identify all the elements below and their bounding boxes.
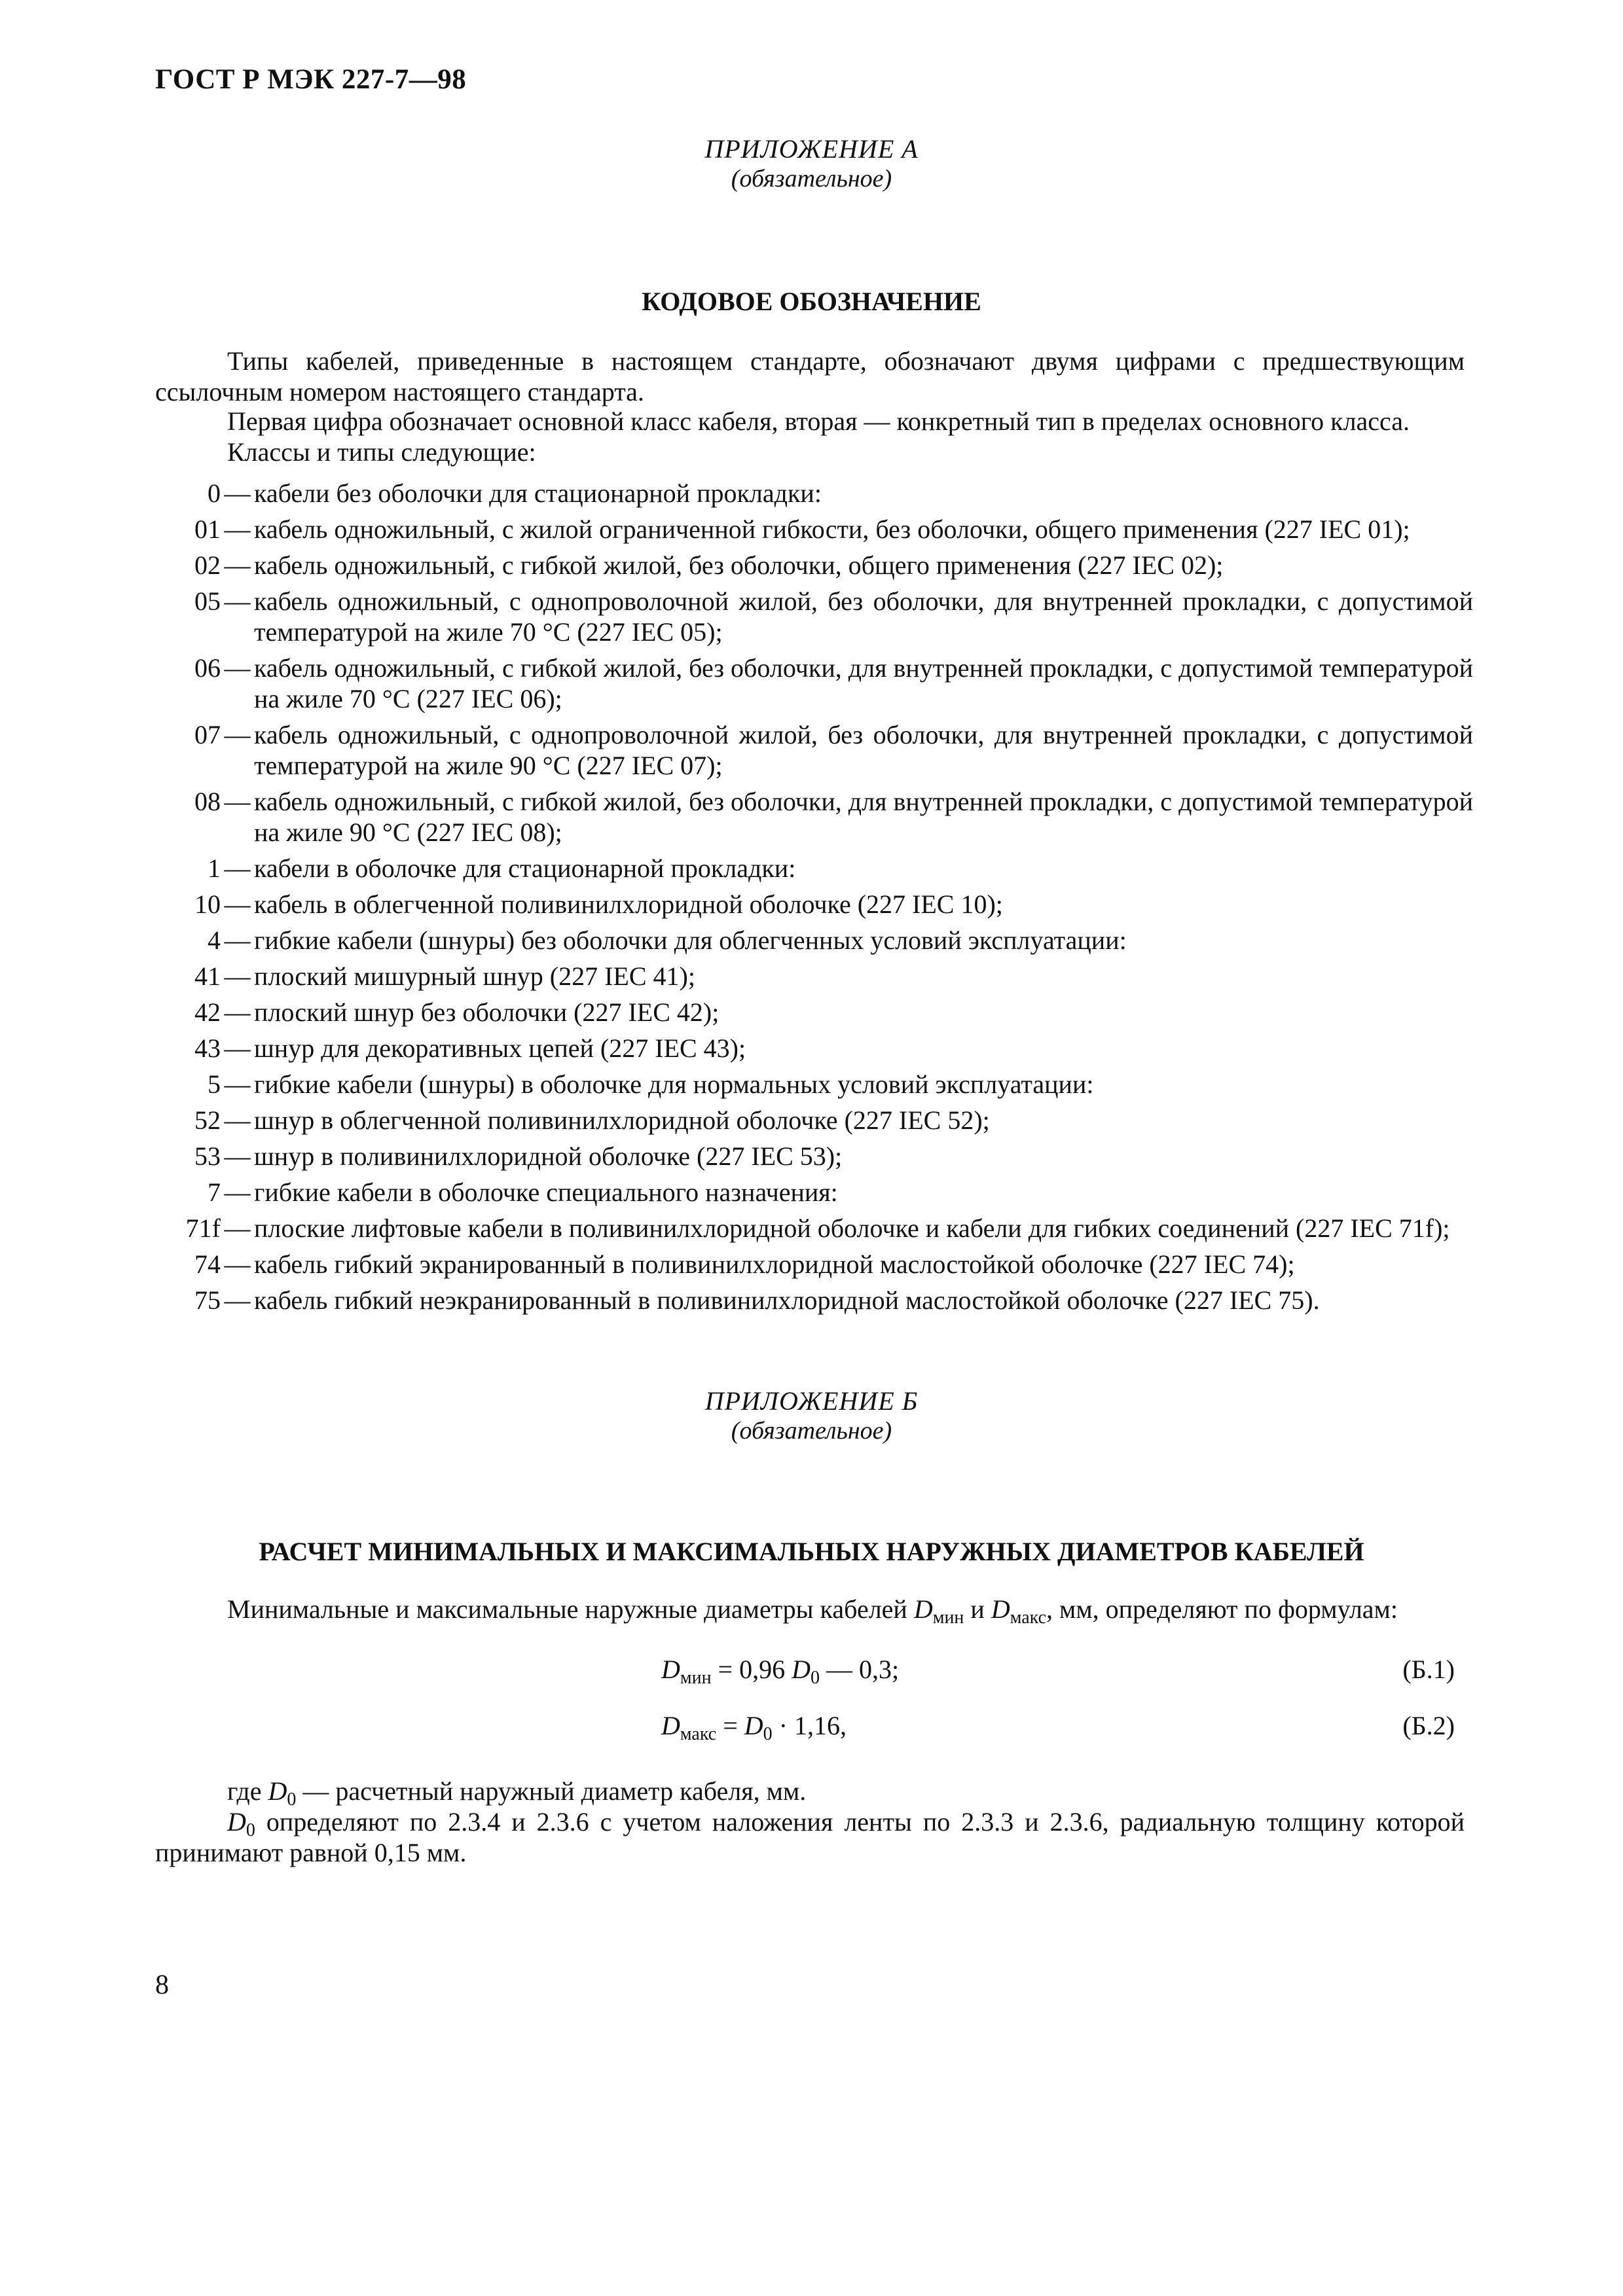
appendix-b-intro: Минимальные и максимальные наружные диаметры кабелей $D_{мин}$ и $D_{макс}$, мм, определяют по формулам:	[227, 1594, 1398, 1628]
list-item-dash: —	[224, 1141, 251, 1171]
list-item-text: гибкие кабели в оболочке специального назначения:	[254, 1177, 838, 1207]
list-item-text: гибкие кабели (шнуры) в оболочке для нормальных условий эксплуатации:	[254, 1069, 1094, 1099]
list-item-text: кабель гибкий неэкранированный в поливинилхлоридной маслостойкой оболочке (227 IEC 75).	[254, 1285, 1320, 1315]
standard-header: ГОСТ Р МЭК 227-7—98	[155, 64, 467, 95]
list-item-text: кабели в оболочке для стационарной прокладки:	[254, 853, 796, 883]
list-item-text: кабель одножильный, с гибкой жилой, без оболочки, общего применения (227 IEC 02);	[254, 550, 1224, 580]
list-item-code: 08	[194, 787, 221, 816]
list-item-dash: —	[224, 925, 251, 955]
list-item	[144, 1141, 1473, 1172]
list-item-code: 71f	[185, 1213, 221, 1243]
list-item-text: плоские лифтовые кабели в поливинилхлоридной оболочке и кабели для гибких соединений (227 IEC 71f);	[254, 1213, 1450, 1243]
list-item-code: 5	[208, 1069, 221, 1099]
list-item-code: 4	[208, 925, 221, 955]
list-item-text: кабель одножильный, с гибкой жилой, без оболочки, для внутренней прокладки, с допустимой температурой на жиле 90 °С (227 IEC 08);	[254, 787, 1473, 847]
list-item-code: 74	[194, 1249, 221, 1279]
list-item-dash: —	[224, 514, 251, 544]
list-item-text: плоский мишурный шнур (227 IEC 41);	[254, 961, 695, 991]
list-item-text: кабель одножильный, с жилой ограниченной гибкости, без оболочки, общего применения (227 IEC 01);	[254, 514, 1410, 544]
list-item	[144, 1249, 1473, 1280]
list-item-code: 42	[194, 997, 221, 1027]
list-item-code: 53	[194, 1141, 221, 1171]
list-item-text: гибкие кабели (шнуры) без оболочки для облегченных условий эксплуатации:	[254, 925, 1127, 955]
list-item-text: кабель одножильный, с однопроволочной жилой, без оболочки, для внутренней прокладки, с допустимой температурой на жиле 70 °С (227 IEC 05);	[254, 586, 1473, 647]
list-item-dash: —	[224, 889, 251, 919]
list-item	[144, 514, 1473, 545]
list-item	[144, 550, 1473, 581]
list-item-dash: —	[224, 1105, 251, 1135]
list-item-dash: —	[224, 478, 251, 508]
list-item	[144, 786, 1473, 848]
list-item-text: кабель одножильный, с однопроволочной жилой, без оболочки, для внутренней прокладки, с допустимой температурой на жиле 90 °С (227 IEC 07);	[254, 720, 1473, 780]
list-item	[144, 653, 1473, 714]
appendix-b-title: ПРИЛОЖЕНИЕ Б	[704, 1386, 919, 1416]
list-item-text: шнур для декоративных цепей (227 IEC 43);	[254, 1033, 746, 1063]
list-item-dash: —	[224, 787, 251, 816]
appendix-a-status: (обязательное)	[731, 165, 892, 192]
list-item-text: шнур в облегченной поливинилхлоридной оболочке (227 IEC 52);	[254, 1105, 990, 1135]
list-item-code: 1	[208, 853, 221, 883]
formula-b1-number: (Б.1)	[1402, 1655, 1455, 1684]
list-item-text: шнур в поливинилхлоридной оболочке (227 IEC 53);	[254, 1141, 843, 1171]
code-list	[144, 478, 1473, 1321]
list-item	[144, 1105, 1473, 1136]
list-item-code: 06	[194, 653, 221, 683]
list-item-text: кабель гибкий экранированный в поливинилхлоридной маслостойкой оболочке (227 IEC 74);	[254, 1249, 1295, 1279]
list-item-code: 52	[194, 1105, 221, 1135]
list-item	[144, 853, 1473, 884]
list-item	[144, 925, 1473, 956]
list-item-text: кабель в облегченной поливинилхлоридной оболочке (227 IEC 10);	[254, 889, 1003, 919]
list-item-code: 02	[194, 550, 221, 580]
list-item-dash: —	[224, 997, 251, 1027]
list-item	[144, 478, 1473, 509]
list-item-code: 43	[194, 1033, 221, 1063]
list-item	[144, 889, 1473, 920]
list-item	[144, 1285, 1473, 1316]
formula-b2-number: (Б.2)	[1402, 1711, 1455, 1740]
list-item	[144, 586, 1473, 647]
list-item-dash: —	[224, 1177, 251, 1207]
appendix-a-para-2: Первая цифра обозначает основной класс кабеля, вторая — конкретный тип в пределах основного класса.	[227, 406, 1410, 436]
list-item-code: 10	[194, 889, 221, 919]
list-item-dash: —	[224, 550, 251, 580]
list-item-dash: —	[224, 720, 251, 749]
list-item-dash: —	[224, 1033, 251, 1063]
list-item	[144, 719, 1473, 781]
list-item-dash: —	[224, 1249, 251, 1279]
list-item-dash: —	[224, 853, 251, 883]
page-number: 8	[155, 1970, 169, 2000]
list-item-text: кабели без оболочки для стационарной прокладки:	[254, 478, 822, 508]
list-item-dash: —	[224, 961, 251, 991]
formula-b1: $D_{мин} = 0,96$ $D_0$ — 0,3; (Б.1)	[661, 1655, 1455, 1688]
appendix-b-last: $D_0$ определяют по 2.3.4 и 2.3.6 с учетом наложения ленты по 2.3.3 и 2.3.6, радиальную толщину которой принимают равной 0,15 мм.	[155, 1807, 1465, 1867]
list-item-text: кабель одножильный, с гибкой жилой, без оболочки, для внутренней прокладки, с допустимой температурой на жиле 70 °С (227 IEC 06);	[254, 653, 1473, 713]
appendix-a-para-3: Классы и типы следующие:	[227, 437, 536, 467]
list-item	[144, 1177, 1473, 1208]
appendix-a-title: ПРИЛОЖЕНИЕ А	[704, 134, 919, 164]
appendix-a-heading: КОДОВОЕ ОБОЗНАЧЕНИЕ	[642, 287, 981, 316]
list-item-code: 7	[208, 1177, 221, 1207]
appendix-b-where: где $D_0$ — расчетный наружный диаметр кабеля, мм.	[227, 1776, 807, 1810]
list-item	[144, 961, 1473, 992]
list-item-text: плоский шнур без оболочки (227 IEC 42);	[254, 997, 720, 1027]
list-item-code: 07	[194, 720, 221, 749]
list-item-code: 0	[208, 478, 221, 508]
list-item-dash: —	[224, 1069, 251, 1099]
list-item	[144, 1069, 1473, 1100]
appendix-b-status: (обязательное)	[731, 1417, 892, 1444]
list-item-dash: —	[224, 586, 251, 616]
list-item-dash: —	[224, 1213, 251, 1243]
list-item	[144, 1033, 1473, 1064]
list-item-dash: —	[224, 653, 251, 683]
list-item	[144, 997, 1473, 1028]
list-item-dash: —	[224, 1285, 251, 1315]
appendix-b-heading: РАСЧЕТ МИНИМАЛЬНЫХ И МАКСИМАЛЬНЫХ НАРУЖНЫХ ДИАМЕТРОВ КАБЕЛЕЙ	[259, 1537, 1364, 1566]
list-item-code: 41	[194, 961, 221, 991]
appendix-a-para-1: Типы кабелей, приведенные в настоящем стандарте, обозначают двумя цифрами с предшествующим ссылочным номером настоящего стандарта.	[155, 346, 1465, 406]
list-item-code: 01	[194, 514, 221, 544]
list-item	[144, 1213, 1473, 1244]
list-item-code: 05	[194, 586, 221, 616]
list-item-code: 75	[194, 1285, 221, 1315]
formula-b2: $D_{макс} = D_0 \cdot 1,16$, (Б.2)	[661, 1711, 1455, 1744]
